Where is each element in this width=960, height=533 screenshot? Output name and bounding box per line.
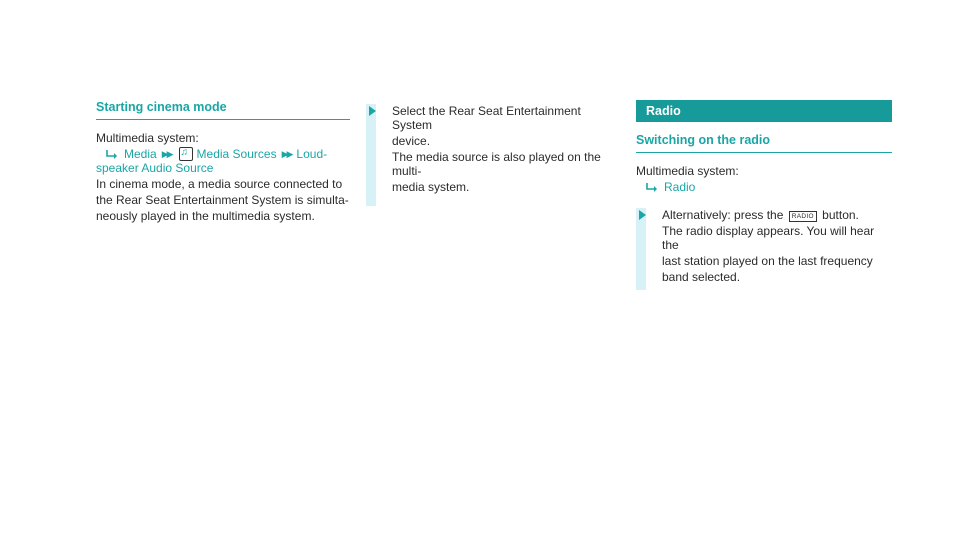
step-text: The radio display appears. You will hear the (662, 224, 875, 252)
double-chevron-icon: ▶▶ (281, 149, 292, 159)
step-text-part: button. (822, 208, 859, 222)
media-sources-icon (179, 147, 193, 161)
step-text: band selected. (662, 270, 741, 284)
section-heading: Switching on the radio (636, 133, 892, 153)
path-media-sources[interactable]: Media Sources (196, 147, 277, 161)
section-radio (636, 100, 892, 290)
step-text (662, 208, 892, 222)
radio-band-heading: Radio (636, 100, 892, 122)
path-hook-icon (646, 183, 658, 192)
body-line: the Rear Seat Entertainment System is simulta- (96, 193, 349, 207)
section-step-select-device (366, 104, 622, 206)
path-media[interactable]: Media (124, 147, 157, 161)
step-text: device. (392, 134, 431, 148)
step-text: Select the Rear Seat Entertainment System (392, 104, 581, 132)
path-hook-icon (106, 150, 118, 159)
section-starting-cinema-mode (96, 100, 350, 225)
step-text: media system. (392, 180, 470, 194)
path-loudspeaker-part2[interactable]: speaker Audio Source (96, 161, 214, 175)
menu-path (106, 147, 350, 161)
section-heading: Starting cinema mode (96, 100, 350, 120)
intro-text: Multimedia system: (636, 164, 739, 178)
menu-path (646, 180, 892, 194)
body-line: In cinema mode, a media source connected to (96, 177, 343, 191)
step-text: The media source is also played on the multi- (392, 150, 601, 178)
path-radio[interactable]: Radio (664, 180, 696, 194)
path-loudspeaker-part1[interactable]: Loud- (296, 147, 328, 161)
step-arrow-icon (369, 106, 376, 116)
step-text: last station played on the last frequency (662, 254, 873, 268)
step-arrow-icon (639, 210, 646, 220)
intro-text: Multimedia system: (96, 131, 199, 145)
radio-key-icon: RADIO (789, 211, 817, 222)
double-chevron-icon: ▶▶ (161, 149, 172, 159)
step-block (366, 104, 622, 206)
body-line: neously played in the multimedia system. (96, 209, 315, 223)
step-block (636, 208, 892, 290)
step-text-part: Alternatively: press the (662, 208, 784, 222)
